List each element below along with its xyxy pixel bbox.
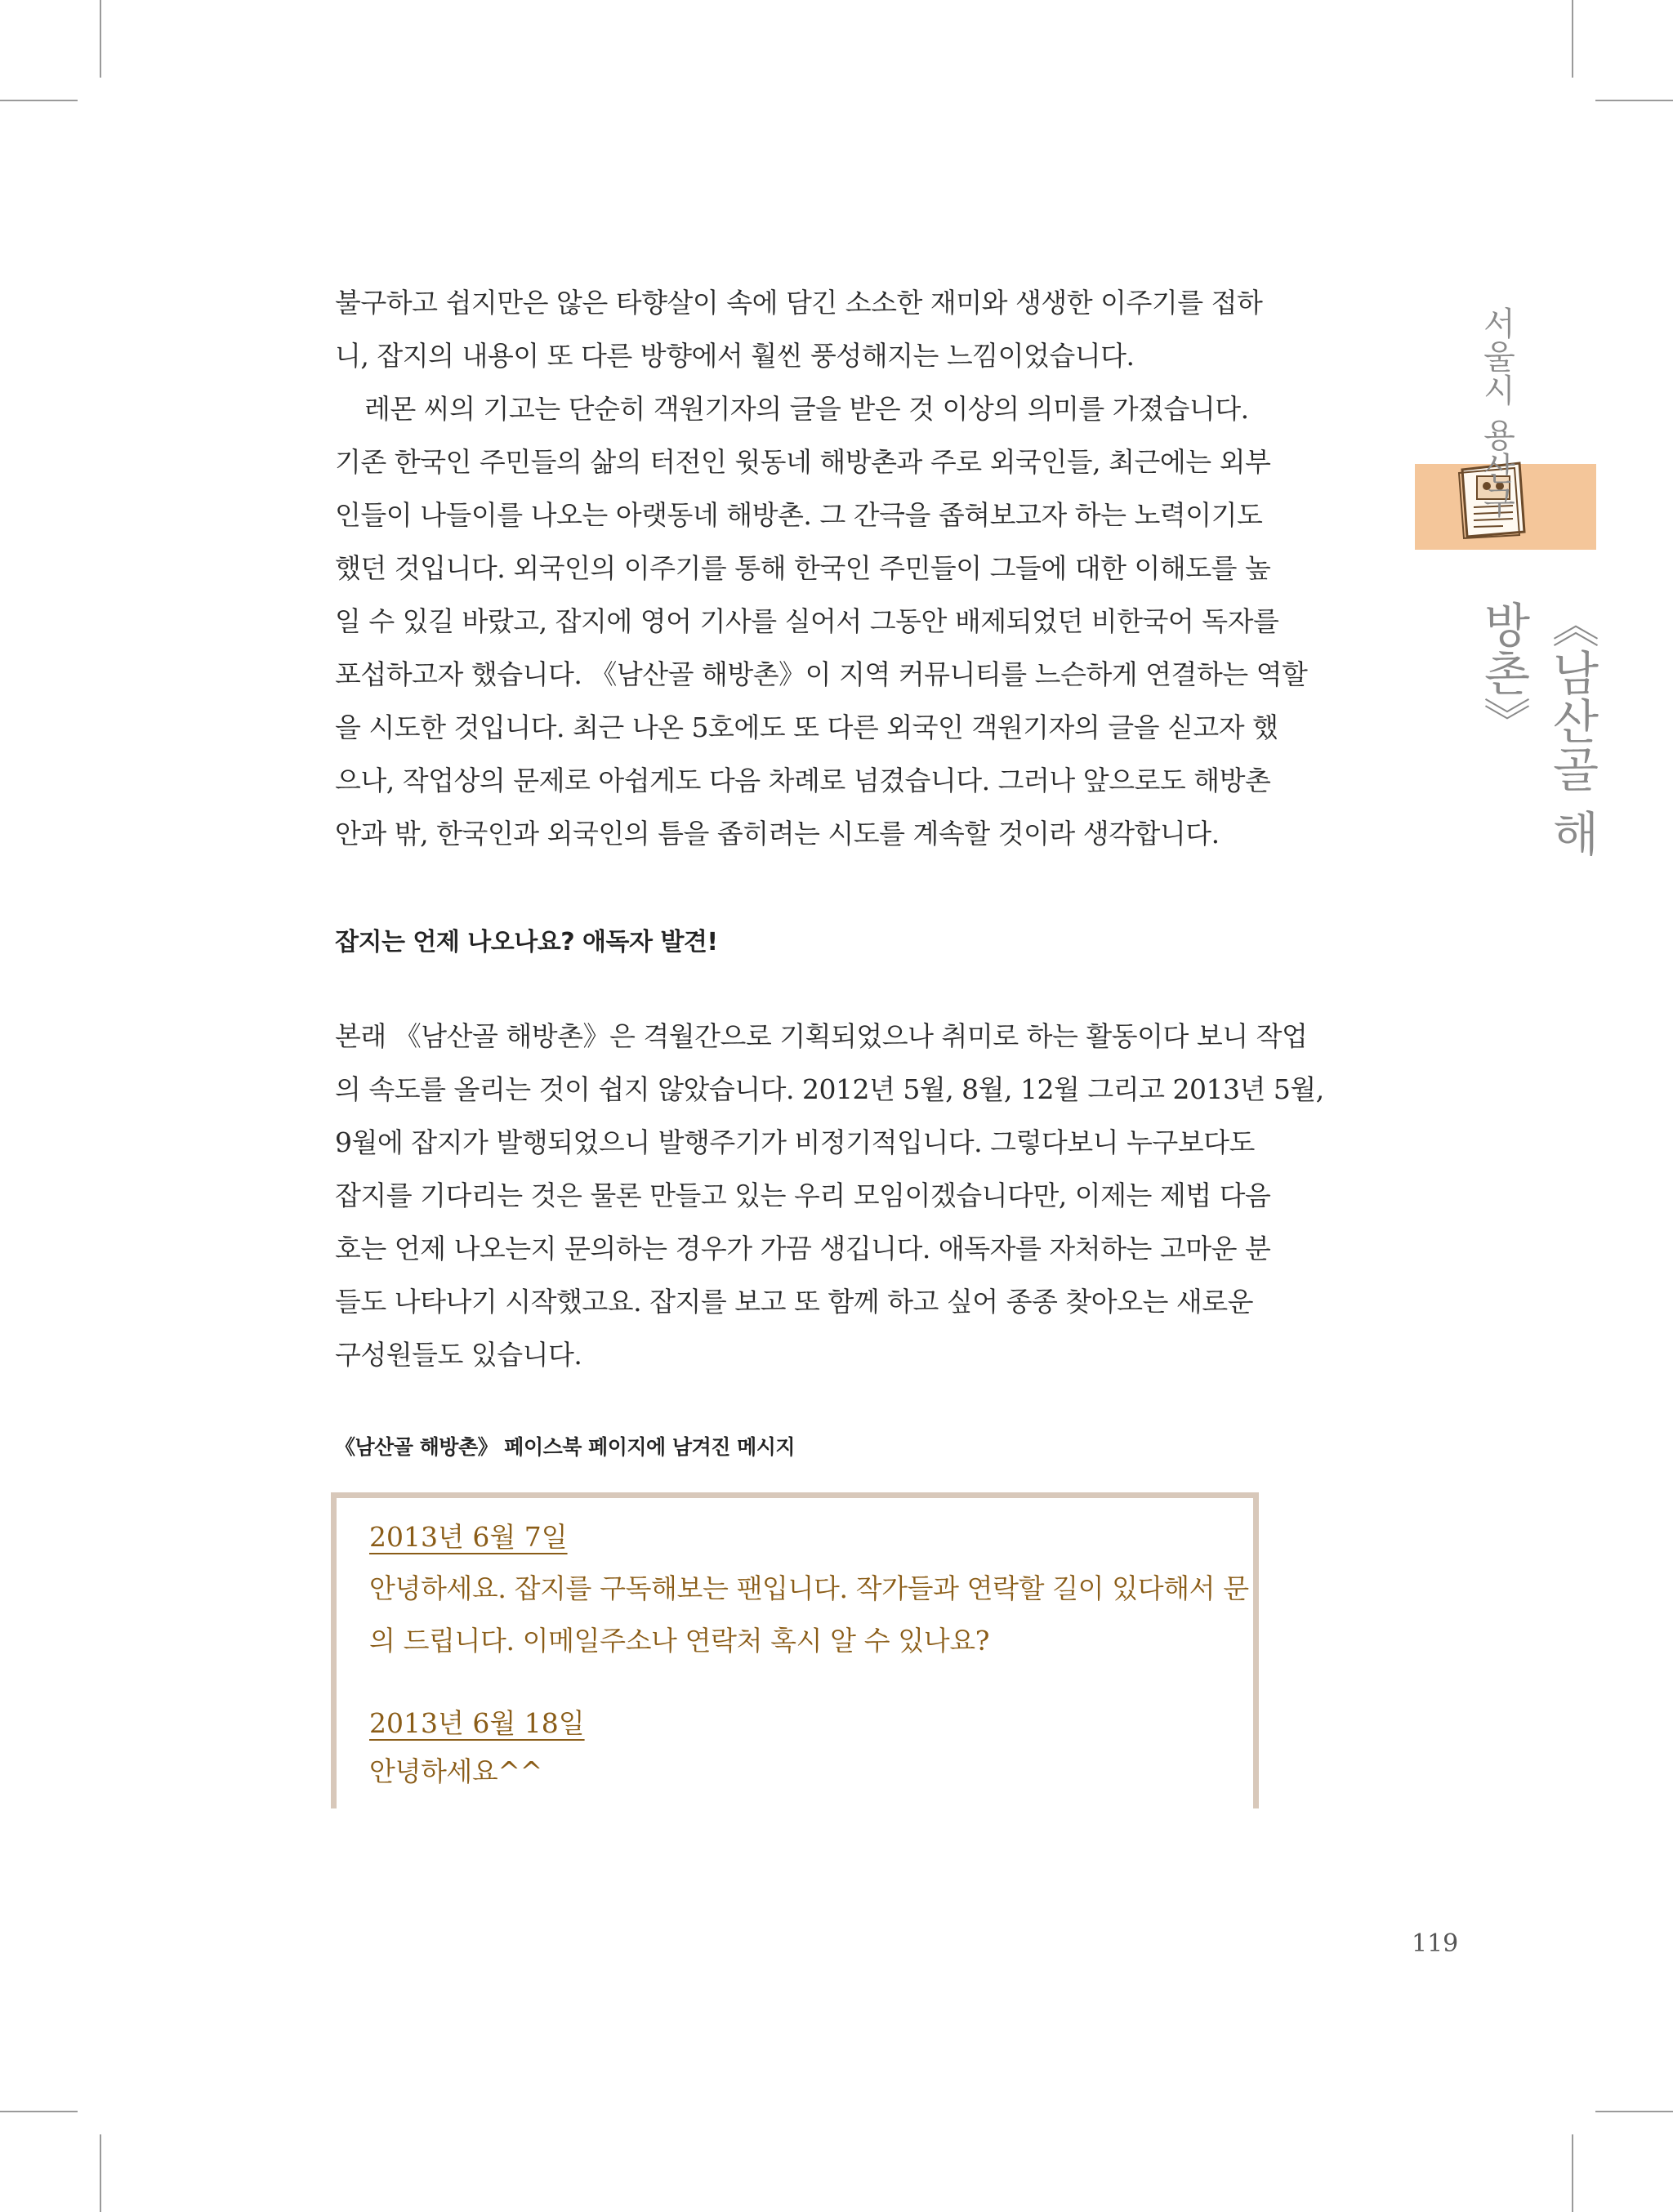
text-line: 9월에 잡지가 발행되었으니 발행주기가 비정기적입니다. 그렇다보니 누구보다도 — [335, 1126, 1255, 1158]
text-line: 들도 나타나기 시작했고요. 잡지를 보고 또 함께 하고 싶어 종종 찾아오는 새로운 — [335, 1286, 1253, 1318]
text-line: 기존 한국인 주민들의 삶의 터전인 윗동네 해방촌과 주로 외국인들, 최근에는 외부 — [335, 446, 1271, 478]
page-number: 119 — [1412, 1929, 1459, 1958]
text-line: 안녕하세요^^ — [369, 1755, 542, 1787]
crop-mark — [1572, 0, 1573, 78]
text-line: 본래 《남산골 해방촌》은 격월간으로 기획되었으나 취미로 하는 활동이다 보니 작업 — [335, 1020, 1308, 1052]
text-line: 니, 잡지의 내용이 또 다른 방향에서 훨씬 풍성해지는 느낌이었습니다. — [335, 340, 1135, 372]
message-entry — [369, 1702, 1220, 1798]
crop-mark — [0, 2111, 78, 2112]
message-text — [369, 1746, 1220, 1798]
body-section-2 — [335, 1010, 1324, 1381]
text-line: 인들이 나들이를 나오는 아랫동네 해방촌. 그 간극을 좁혀보고자 하는 노력이기도 — [335, 499, 1263, 531]
message-entry — [369, 1516, 1249, 1667]
sidebar-region: 서울시 용산구 — [1478, 306, 1515, 519]
body-section-1 — [335, 276, 1308, 860]
text-line: 레몬 씨의 기고는 단순히 객원기자의 글을 받은 것 이상의 의미를 가졌습니다. — [364, 393, 1249, 425]
text-line: 의 드립니다. 이메일주소나 연락처 혹시 알 수 있나요? — [369, 1625, 990, 1657]
sidebar-title: 《남산골 해방촌》 — [1475, 600, 1599, 858]
crop-mark — [0, 100, 78, 101]
text-line: 으나, 작업상의 문제로 아쉽게도 다음 차례로 넘겼습니다. 그러나 앞으로도 해방촌 — [335, 765, 1271, 796]
chapter-sidebar — [1446, 257, 1599, 878]
crop-mark — [100, 2134, 101, 2212]
section-heading: 잡지는 언제 나오나요? 애독자 발견! — [335, 928, 718, 957]
text-line: 의 속도를 올리는 것이 쉽지 않았습니다. 2012년 5월, 8월, 12월 그리고 2013년 5월, — [335, 1073, 1324, 1105]
text-line: 호는 언제 나오는지 문의하는 경우가 가끔 생깁니다. 애독자를 자처하는 고마운 분 — [335, 1233, 1271, 1264]
text-line: 안녕하세요. 잡지를 구독해보는 팬입니다. 작가들과 연락할 길이 있다해서 문 — [369, 1572, 1249, 1604]
text-line: 포섭하고자 했습니다. 《남산골 해방촌》이 지역 커뮤니티를 느슨하게 연결하는 역할 — [335, 658, 1308, 690]
paragraph — [335, 1010, 1324, 1381]
message-date: 2013년 6월 7일 — [369, 1521, 568, 1553]
message-date: 2013년 6월 18일 — [369, 1707, 585, 1739]
text-line: 일 수 있길 바랐고, 잡지에 영어 기사를 실어서 그동안 배제되었던 비한국어 독자를 — [335, 605, 1279, 637]
crop-mark — [100, 0, 101, 78]
crop-mark — [1595, 2111, 1673, 2112]
box-caption: 《남산골 해방촌》 페이스북 페이지에 남겨진 메시지 — [335, 1435, 796, 1459]
text-line: 안과 밖, 한국인과 외국인의 틈을 좁히려는 시도를 계속할 것이라 생각합니다. — [335, 818, 1220, 850]
text-line: 했던 것입니다. 외국인의 이주기를 통해 한국인 주민들이 그들에 대한 이해도를 높 — [335, 552, 1271, 584]
paragraph — [335, 382, 1308, 860]
paragraph — [335, 276, 1263, 382]
text-line: 불구하고 쉽지만은 않은 타향살이 속에 담긴 소소한 재미와 생생한 이주기를 접하 — [335, 287, 1263, 319]
crop-mark — [1572, 2134, 1573, 2212]
text-line: 구성원들도 있습니다. — [335, 1339, 582, 1371]
message-box — [331, 1492, 1259, 1808]
crop-mark — [1595, 100, 1673, 101]
text-line: 잡지를 기다리는 것은 물론 만들고 있는 우리 모임이겠습니다만, 이제는 제법 다음 — [335, 1180, 1271, 1211]
text-line: 을 시도한 것입니다. 최근 나온 5호에도 또 다른 외국인 객원기자의 글을 싣고자 했 — [335, 711, 1278, 743]
message-text — [369, 1563, 1249, 1667]
